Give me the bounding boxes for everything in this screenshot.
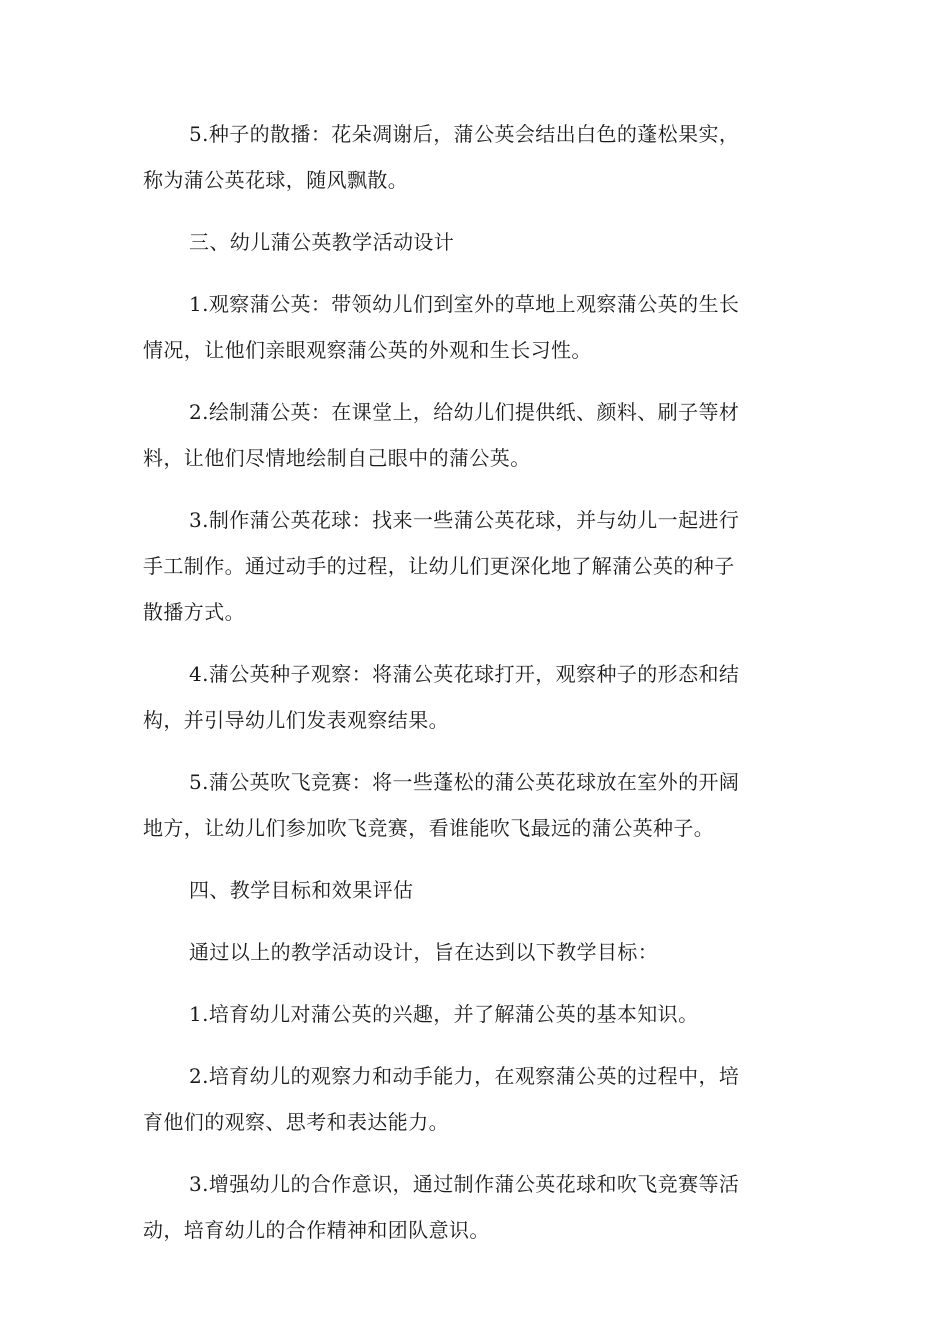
paragraph-make-dandelion-ball: 3.制作蒲公英花球：找来一些蒲公英花球，并与幼儿一起进行 手工制作。通过动手的过程，让幼儿们更深化地了解蒲公英的种子 散播方式。 xyxy=(143,508,740,624)
paragraph-seed-dispersal: 5.种子的散播：花朵凋谢后，蒲公英会结出白色的蓬松果实， 称为蒲公英花球，随风飘散。 xyxy=(143,122,740,192)
document-body xyxy=(143,111,803,1269)
paragraph-seed-observation: 4.蒲公英种子观察：将蒲公英花球打开，观察种子的形态和结 构，并引导幼儿们发表观察结果。 xyxy=(143,662,740,732)
paragraph-blowing-contest: 5.蒲公英吹飞竞赛：将一些蓬松的蒲公英花球放在室外的开阔 地方，让幼儿们参加吹飞竞赛，看谁能吹飞最远的蒲公英种子。 xyxy=(143,770,740,840)
paragraph-goal-interest: 1.培育幼儿对蒲公英的兴趣，并了解蒲公英的基本知识。 xyxy=(189,1002,699,1026)
paragraph-goal-cooperation: 3.增强幼儿的合作意识，通过制作蒲公英花球和吹飞竞赛等活 动，培育幼儿的合作精神和团队意识。 xyxy=(143,1172,740,1242)
section-heading-activity-design: 三、幼儿蒲公英教学活动设计 xyxy=(189,230,455,254)
paragraph-goal-observation: 2.培育幼儿的观察力和动手能力，在观察蒲公英的过程中，培 育他们的观察、思考和表达能力。 xyxy=(143,1064,740,1134)
paragraph-observe-dandelion: 1.观察蒲公英：带领幼儿们到室外的草地上观察蒲公英的生长 情况，让他们亲眼观察蒲公英的外观和生长习性。 xyxy=(143,292,740,362)
section-heading-goals-evaluation: 四、教学目标和效果评估 xyxy=(189,878,414,902)
paragraph-draw-dandelion: 2.绘制蒲公英：在课堂上，给幼儿们提供纸、颜料、刷子等材 料，让他们尽情地绘制自己眼中的蒲公英。 xyxy=(143,400,740,470)
paragraph-goals-intro: 通过以上的教学活动设计，旨在达到以下教学目标： xyxy=(189,940,659,964)
